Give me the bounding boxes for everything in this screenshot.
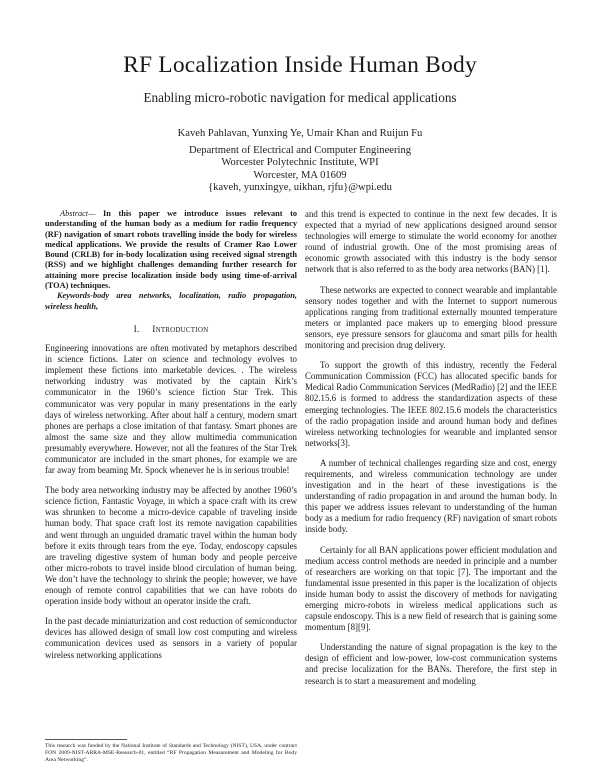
abstract-lead: Abstract—	[60, 209, 96, 218]
author-names: Kaveh Pahlavan, Yunxing Ye, Umair Khan and Ruijun Fu	[177, 128, 423, 139]
intro-paragraph-8: Certainly for all BAN applications power efficient modulation and medium access control methods are needed in principle and a number of researchers are working on that topic [7]. The important and the fundamental issue presented in this paper is the localization of objects inside human body to assist the discovery of methods for navigating emerging micro-robots in wireless medical applications such as capsule endoscopy. This is a new field of research that is gaining some momentum [8][9].	[305, 544, 557, 633]
left-column	[45, 209, 297, 670]
intro-paragraph-2: The body area networking industry may be affected by another 1960’s science fiction, Fantastic Voyage, in which a space craft with its crew was shrunken to become a micro-device capable of traveling inside human body. That space craft lost its remote navigation capabilities and went through an unguided dramatic travel within the human body before it exits through tears from the eye. Today, endoscopy capsules are traveling digestive system of human body and people perceive other micro-robots to travel inside blood circulation of human being. We don’t have the technology to shrink the people; however, we have enough of remote control capabilities that we can have robots do operation inside body without an operator inside the craft.	[45, 485, 297, 607]
right-column	[305, 209, 557, 696]
paper-subtitle: Enabling micro-robotic navigation for medical applications	[143, 90, 457, 105]
abstract	[45, 209, 297, 291]
intro-paragraph-1: Engineering innovations are often motivated by metaphors described in science fictions. Later on science and technology evolves to implement these fictions into marketable devices. . The wireless networking industry was motivated by the captain Kirk’s communicator in the 1960’s science fiction Star Trek. This communicator was very popular in many presentations in the early days of wireless networking. After about half a century, modern smart phones are perhaps a close imitation of that fantasy. Smart phones are almost the same size and they allow multimedia communication presumably everywhere. However, not all the features of the Star Trek communicator are included in the smart phones, for example we are far away from beaming Mr. Spock whenever he is in serious trouble!	[45, 343, 297, 476]
intro-paragraph-7: A number of technical challenges regarding size and cost, energy requirements, and wireless communication technology are under investigation and in the heart of these investigations is the understanding of radio propagation in and around the human body. In this paper we address issues relevant to understanding of the human body as a medium for radio frequency (RF) navigation of smart robots inside body.	[305, 457, 557, 535]
intro-paragraph-5: These networks are expected to connect wearable and implantable sensory nodes together and with the Internet to support numerous applications ranging from traditional externally mounted temperature meters or implanted pace makers up to emerging blood pressure sensors, eye pressure sensors for glaucoma and smart pills for health monitoring and precision drug delivery.	[305, 284, 557, 351]
section-number: I.	[133, 324, 140, 335]
section-heading	[45, 325, 297, 336]
funding-footnote: This research was funded by the National Institute of Standards and Technology (NIST), USA, under contract FON 2009-NIST-ARRA-MSE-Research-01, entitled “RF Propagation Measurement and Modeling for Body Area Networking”.	[45, 743, 297, 764]
author-emails: {kaveh, yunxingye, uikhan, rjfu}@wpi.edu	[208, 182, 392, 194]
abstract-body: In this paper we introduce issues relevant to understanding of the human body as a medium for radio frequency (RF) navigation of smart robots travelling inside the body for wireless medical applications. We provide the results of Cramer Rao Lower Bound (CRLB) for in-body localization using received signal strength (RSS) and we highlight challenges demanding further research for attaining more precise localization inside body using time-of-arrival (TOA) techniques.	[45, 209, 297, 291]
footnote-divider	[45, 739, 127, 740]
intro-paragraph-3: In the past decade miniaturization and cost reduction of semiconductor devices has allowed design of small low cost computing and wireless communication devices used as sensors in a variety of popular wireless networking applications	[45, 616, 297, 660]
affiliation-address: Worcester, MA 01609	[253, 169, 347, 181]
section-title: Introduction	[152, 324, 209, 335]
affiliation-institute: Worcester Polytechnic Institute, WPI	[221, 157, 379, 169]
intro-paragraph-4: and this trend is expected to continue in the next few decades. It is expected that a myriad of new applications designed around sensor technologies will emerge to stimulate the world economy for another round of industrial growth. One of the most promising areas of economic growth associated with this industry is the body sensor network that is also referred to as the body area networks (BAN) [1].	[305, 209, 557, 275]
intro-paragraph-6: To support the growth of this industry, recently the Federal Communication Commission (FCC) has allocated specific bands for Medical Radio Communication Services (MedRadio) [2] and the IEEE 802.15.6 is formed to address the standardization aspects of these emerging technologies. The IEEE 802.15.6 models the characteristics of the radio propagation inside and around human body and defines wireless networking technologies for wearable and implanted sensor networks[3].	[305, 360, 557, 448]
affiliation-department: Department of Electrical and Computer Engineering	[188, 144, 412, 156]
paper-title: RF Localization Inside Human Body	[123, 52, 477, 78]
keywords: Keywords-body area networks, localization, radio propagation, wireless health,	[45, 291, 297, 311]
author-block	[0, 128, 600, 195]
intro-paragraph-9: Understanding the nature of signal propagation is the key to the design of efficient and low-power, low-cost communication systems and precise localization for the BANs. Therefore, the first step in research is to start a measurement and modeling	[305, 642, 557, 686]
